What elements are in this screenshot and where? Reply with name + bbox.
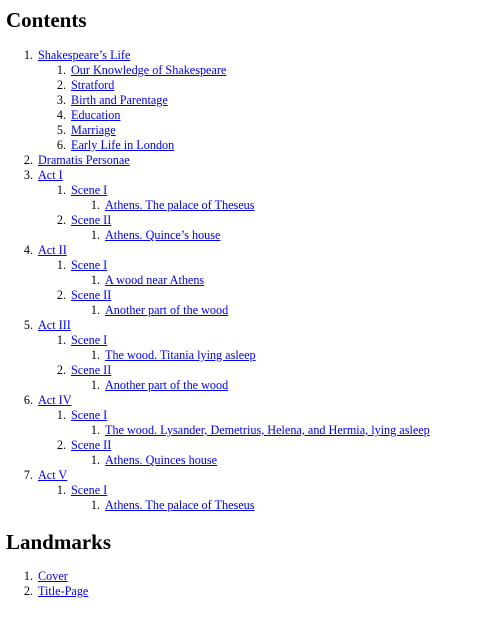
toc-link[interactable]: Act V — [38, 468, 68, 482]
toc-link[interactable]: Our Knowledge of Shakespeare — [71, 63, 227, 77]
toc-item — [0, 48, 483, 63]
toc-subitem — [0, 438, 483, 453]
toc-subsubitem — [0, 348, 483, 363]
toc-subitem — [0, 213, 483, 228]
toc-link[interactable]: A wood near Athens — [105, 273, 205, 287]
toc-subitem — [0, 408, 483, 423]
list-number: 1. — [90, 378, 100, 392]
toc-subsubitem — [0, 228, 483, 243]
list-number: 2. — [56, 438, 66, 452]
toc-link[interactable]: Marriage — [71, 123, 116, 137]
list-number: 3. — [56, 93, 66, 107]
toc-link[interactable]: Dramatis Personae — [38, 153, 130, 167]
list-number: 1. — [90, 498, 100, 512]
toc-item — [0, 569, 483, 584]
toc-link[interactable]: Scene I — [71, 258, 108, 272]
toc-subitem — [0, 288, 483, 303]
list-number: 2. — [56, 78, 66, 92]
list-number: 1. — [56, 183, 66, 197]
toc-link[interactable]: Act I — [38, 168, 63, 182]
list-number: 1. — [56, 483, 66, 497]
toc-link[interactable]: Early Life in London — [71, 138, 175, 152]
list-number: 1. — [23, 48, 33, 62]
toc-link[interactable]: Stratford — [71, 78, 115, 92]
contents-heading: Contents — [6, 8, 87, 32]
landmarks-heading: Landmarks — [6, 530, 112, 554]
toc-subitem — [0, 78, 483, 93]
list-number: 1. — [90, 348, 100, 362]
toc-item — [0, 168, 483, 183]
toc-subitem — [0, 483, 483, 498]
toc-item — [0, 468, 483, 483]
toc-subitem — [0, 123, 483, 138]
toc-item — [0, 584, 483, 599]
toc-link[interactable]: Act III — [38, 318, 71, 332]
toc-subsubitem — [0, 273, 483, 288]
list-number: 1. — [56, 333, 66, 347]
toc-link[interactable]: The wood. Titania lying asleep — [105, 348, 256, 362]
list-number: 5. — [56, 123, 66, 137]
toc-subsubitem — [0, 423, 483, 438]
toc-link[interactable]: Scene I — [71, 333, 108, 347]
toc-link[interactable]: Scene I — [71, 483, 108, 497]
list-number: 1. — [90, 228, 100, 242]
toc-subitem — [0, 93, 483, 108]
toc-link[interactable]: Another part of the wood — [105, 378, 229, 392]
toc-subsubitem — [0, 498, 483, 513]
list-number: 5. — [23, 318, 33, 332]
toc-link[interactable]: Athens. The palace of Theseus — [105, 198, 255, 212]
list-number: 1. — [90, 303, 100, 317]
list-number: 2. — [23, 584, 33, 598]
toc-subitem — [0, 333, 483, 348]
list-number: 2. — [56, 213, 66, 227]
list-number: 1. — [23, 569, 33, 583]
list-number: 1. — [90, 273, 100, 287]
toc-subsubitem — [0, 453, 483, 468]
toc-subitem — [0, 183, 483, 198]
toc-link[interactable]: Scene II — [71, 213, 112, 227]
toc-subitem — [0, 63, 483, 78]
toc-link[interactable]: Scene I — [71, 408, 108, 422]
list-number: 1. — [56, 258, 66, 272]
list-number: 1. — [90, 423, 100, 437]
list-number: 6. — [56, 138, 66, 152]
toc-subsubitem — [0, 303, 483, 318]
list-number: 2. — [23, 153, 33, 167]
list-number: 1. — [90, 198, 100, 212]
list-number: 2. — [56, 363, 66, 377]
toc-link[interactable]: Scene II — [71, 438, 112, 452]
list-number: 1. — [56, 408, 66, 422]
toc-link[interactable]: Birth and Parentage — [71, 93, 168, 107]
toc-subitem — [0, 258, 483, 273]
list-number: 1. — [90, 453, 100, 467]
list-number: 1. — [56, 63, 66, 77]
toc-link[interactable]: Athens. Quinces house — [105, 453, 218, 467]
toc-item — [0, 393, 483, 408]
toc-link[interactable]: Act II — [38, 243, 67, 257]
toc-subitem — [0, 108, 483, 123]
toc-link[interactable]: Education — [71, 108, 121, 122]
list-number: 6. — [23, 393, 33, 407]
toc-link[interactable]: Athens. The palace of Theseus — [105, 498, 255, 512]
toc-link[interactable]: Shakespeare’s Life — [38, 48, 131, 62]
toc-link[interactable]: Title-Page — [38, 584, 89, 598]
toc-item — [0, 243, 483, 258]
toc-subitem — [0, 138, 483, 153]
toc-link[interactable]: The wood. Lysander, Demetrius, Helena, and Hermia, lying asleep — [105, 423, 430, 437]
toc-subsubitem — [0, 378, 483, 393]
list-number: 4. — [56, 108, 66, 122]
toc-item — [0, 318, 483, 333]
toc-link[interactable]: Athens. Quince’s house — [105, 228, 221, 242]
toc-link[interactable]: Scene II — [71, 363, 112, 377]
toc-link[interactable]: Act IV — [38, 393, 72, 407]
toc-link[interactable]: Scene I — [71, 183, 108, 197]
toc-subitem — [0, 363, 483, 378]
toc-item — [0, 153, 483, 168]
list-number: 4. — [23, 243, 33, 257]
toc-link[interactable]: Another part of the wood — [105, 303, 229, 317]
list-number: 7. — [23, 468, 33, 482]
toc-link[interactable]: Scene II — [71, 288, 112, 302]
list-number: 3. — [23, 168, 33, 182]
list-number: 2. — [56, 288, 66, 302]
toc-subsubitem — [0, 198, 483, 213]
toc-link[interactable]: Cover — [38, 569, 68, 583]
